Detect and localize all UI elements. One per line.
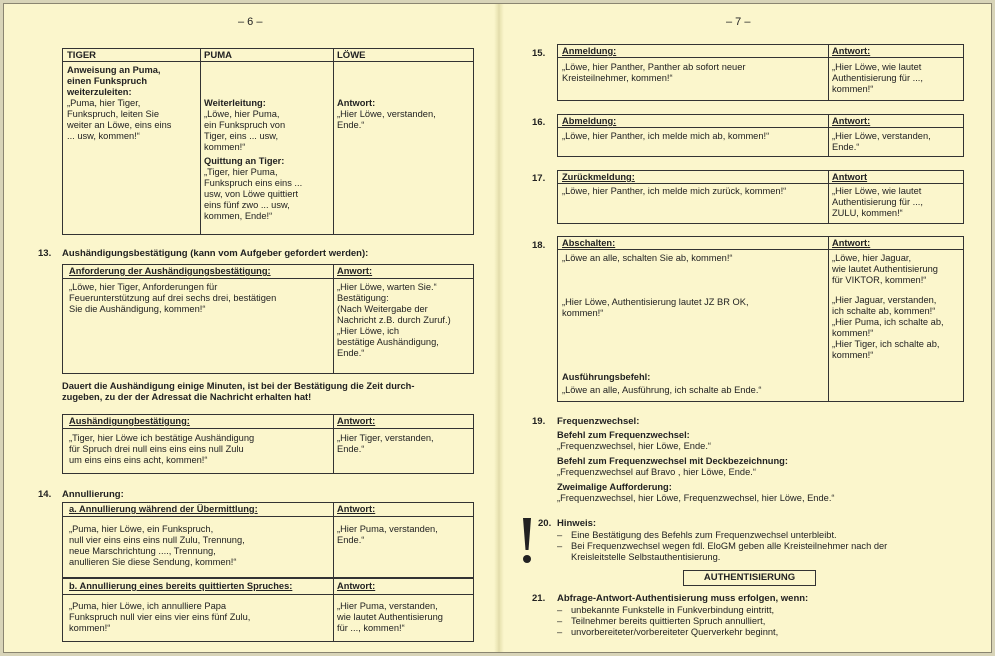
handover-confirmation-header: Aushändigungbestätigung:: [69, 416, 190, 426]
tiger-text: „Puma, hier Tiger, Funkspruch, leiten Sie weiter an Löwe, eins eins ... usw, kommen!“: [67, 98, 172, 141]
deregistration-header: Abmeldung:: [562, 116, 617, 126]
switch-off-replies-text: „Hier Jaguar, verstanden, ich schalte ab, kommen!“ „Hier Puma, ich schalte ab, kommen!“ „Hier Tiger, ich schalte ab, kommen!“: [832, 295, 944, 360]
section-20-number: 20.: [538, 518, 552, 529]
registration-header: Anmeldung:: [562, 46, 617, 56]
execution-order-heading: Ausführungsbefehl:: [562, 372, 651, 382]
confirmation-answer-header: Antwort:: [337, 416, 376, 426]
handover-request-table: [62, 264, 474, 374]
section-13-title: Aushändigungsbestätigung (kann vom Aufgeber gefordert werden):: [62, 248, 369, 259]
page-number-right: – 7 –: [726, 16, 751, 28]
cancellation-b-header: b. Annullierung eines bereits quittierten Spruches:: [69, 581, 293, 591]
cancellation-a-answer-text: „Hier Puma, verstanden, Ende.“: [337, 524, 438, 545]
section-13-number: 13.: [38, 248, 52, 259]
book-spine: [494, 4, 504, 652]
handover-request-header: Anforderung der Aushändigungsbestätigung:: [69, 266, 271, 276]
header-tiger: TIGER: [67, 50, 97, 61]
authentisierung-banner: AUTHENTISIERUNG: [683, 570, 816, 586]
handover-confirmation-text: „Tiger, hier Löwe ich bestätige Aushändigung für Spruch drei null eins eins eins null Zulu um eins eins eins acht, kommen!“: [69, 433, 255, 465]
cancellation-a-header: a. Annullierung während der Übermittlung:: [69, 504, 258, 514]
cancellation-acknowledged-table: [62, 578, 474, 642]
puma-heading-forward: Weiterleitung:: [204, 98, 266, 108]
exclamation-warning-icon: [520, 516, 534, 566]
cancellation-a-text: „Puma, hier Löwe, ein Funkspruch, null vier eins eins eins null Zulu, Trennung, neue Marschrichtung ...., Trennung, anullieren Sie diese Sendung, kommen!“: [69, 524, 245, 567]
switch-off-order-text: „Löwe an alle, schalten Sie ab, kommen!“: [562, 253, 733, 263]
section-13-note: Dauert die Aushändigung einige Minuten, ist bei der Bestätigung die Zeit durch- zugeben, zu der der Adressat die Nachricht erhalten hat!: [62, 381, 415, 402]
return-registration-text: „Löwe, hier Panther, ich melde mich zurück, kommen!“: [562, 186, 787, 196]
puma-heading-receipt: Quittung an Tiger:: [204, 156, 285, 166]
radio-relay-table: [62, 48, 474, 235]
registration-answer-header: Antwort:: [832, 46, 871, 56]
puma-text-receipt: „Tiger, hier Puma, Funkspruch eins eins ... usw, von Löwe quittiert eins fünf zwo ... usw, kommen, Ende!“: [204, 167, 303, 221]
loewe-heading: Antwort:: [337, 98, 376, 108]
section-21-number: 21.: [532, 593, 546, 604]
section-20-list: [557, 530, 977, 563]
frequency-change-order-text: „Frequenzwechsel, hier Löwe, Ende.“: [557, 441, 711, 451]
section-18-number: 18.: [532, 240, 546, 251]
switch-off-table: [557, 236, 964, 402]
section-21-list: [557, 605, 977, 638]
execution-order-text: „Löwe an alle, Ausführung, ich schalte ab Ende.“: [562, 385, 762, 395]
loewe-text: „Hier Löwe, verstanden, Ende.“: [337, 109, 436, 130]
puma-text-forward: „Löwe, hier Puma, ein Funkspruch von Tiger, eins ... usw, kommen!“: [204, 109, 286, 152]
handover-answer-header: Anwort:: [337, 266, 373, 276]
cancellation-b-text: „Puma, hier Löwe, ich annulliere Papa Funkspruch null vier eins vier eins fünf Zulu, kommen!“: [69, 601, 251, 633]
header-loewe: LÖWE: [337, 50, 366, 61]
registration-answer-text: „Hier Löwe, wie lautet Authentisierung für ..., kommen!“: [832, 62, 923, 94]
deregistration-text: „Löwe, hier Panther, ich melde mich ab, kommen!“: [562, 131, 770, 141]
page-number-left: – 6 –: [238, 16, 263, 28]
deregistration-answer-header: Antwort:: [832, 116, 871, 126]
document-spread: [3, 3, 992, 653]
registration-text: „Löwe, hier Panther, Panther ab sofort neuer Kreisteilnehmer, kommen!“: [562, 62, 746, 83]
return-registration-answer-text: „Hier Löwe, wie lautet Authentisierung für ..., ZULU, kommen!“: [832, 186, 923, 218]
jaguar-auth-request-text: „Löwe, hier Jaguar, wie lautet Authentisierung für VIKTOR, kommen!“: [832, 253, 938, 285]
confirmation-answer-text: „Hier Tiger, verstanden, Ende.“: [337, 433, 434, 454]
cancellation-a-answer-header: Antwort:: [337, 504, 376, 514]
double-request-heading: Zweimalige Aufforderung:: [557, 482, 672, 492]
deregistration-answer-text: „Hier Löwe, verstanden, Ende.“: [832, 131, 931, 152]
section-14-number: 14.: [38, 489, 52, 500]
handover-answer-text: „Hier Löwe, warten Sie.“ Bestätigung: (Nach Weitergabe der Nachricht z.B. durch Zuruf.) „Hier Löwe, ich bestätige Aushändigung, Ende.“: [337, 282, 451, 358]
section-14-title: Annullierung:: [62, 489, 124, 500]
return-registration-table: [557, 170, 964, 224]
frequency-change-cover-heading: Befehl zum Frequenzwechsel mit Deckbezeichnung:: [557, 456, 788, 466]
cancellation-b-answer-header: Antwort:: [337, 581, 376, 591]
list-item: – Teilnehmer bereits quittierten Spruch annulliert,: [557, 616, 977, 627]
frequency-change-order-heading: Befehl zum Frequenzwechsel:: [557, 430, 690, 440]
section-19-title: Frequenzwechsel:: [557, 416, 640, 427]
switch-off-auth-text: „Hier Löwe, Authentisierung lautet JZ BR OK, kommen!“: [562, 297, 749, 318]
handover-request-text: „Löwe, hier Tiger, Anforderungen für Feuerunterstützung auf drei sechs drei, bestätigen Sie die Aushändigung, kommen!“: [69, 282, 277, 314]
handover-confirmation-table: [62, 414, 474, 474]
switch-off-header: Abschalten:: [562, 238, 616, 248]
header-puma: PUMA: [204, 50, 232, 61]
section-17-number: 17.: [532, 173, 546, 184]
list-item: – unbekannte Funkstelle in Funkverbindung eintritt,: [557, 605, 977, 616]
return-registration-answer-header: Antwort: [832, 172, 868, 182]
list-item: – Bei Frequenzwechsel wegen fdl. EloGM geben alle Kreisteilnehmer nach der Kreisleitstelle Selbstauthentisierung.: [557, 541, 977, 563]
section-19-number: 19.: [532, 416, 546, 427]
deregistration-table: [557, 114, 964, 157]
registration-table: [557, 44, 964, 101]
cancellation-during-transmission-table: [62, 502, 474, 578]
double-request-text: „Frequenzwechsel, hier Löwe, Frequenzwechsel, hier Löwe, Ende.“: [557, 493, 835, 503]
list-item: – unvorbereiteter/vorbereiteter Querverkehr beginnt,: [557, 627, 977, 638]
frequency-change-cover-text: „Frequenzwechsel auf Bravo , hier Löwe, Ende.“: [557, 467, 756, 477]
tiger-heading: Anweisung an Puma, einen Funkspruch weiterzuleiten:: [67, 65, 161, 97]
section-15-number: 15.: [532, 48, 546, 59]
return-registration-header: Zurückmeldung:: [562, 172, 635, 182]
cancellation-b-answer-text: „Hier Puma, verstanden, wie lautet Authentisierung für ..., kommen!“: [337, 601, 443, 633]
section-21-title: Abfrage-Antwort-Authentisierung muss erfolgen, wenn:: [557, 593, 809, 604]
section-20-title: Hinweis:: [557, 518, 597, 529]
list-item: – Eine Bestätigung des Befehls zum Frequenzwechsel unterbleibt.: [557, 530, 977, 541]
switch-off-answer-header: Antwort:: [832, 238, 871, 248]
section-16-number: 16.: [532, 117, 546, 128]
